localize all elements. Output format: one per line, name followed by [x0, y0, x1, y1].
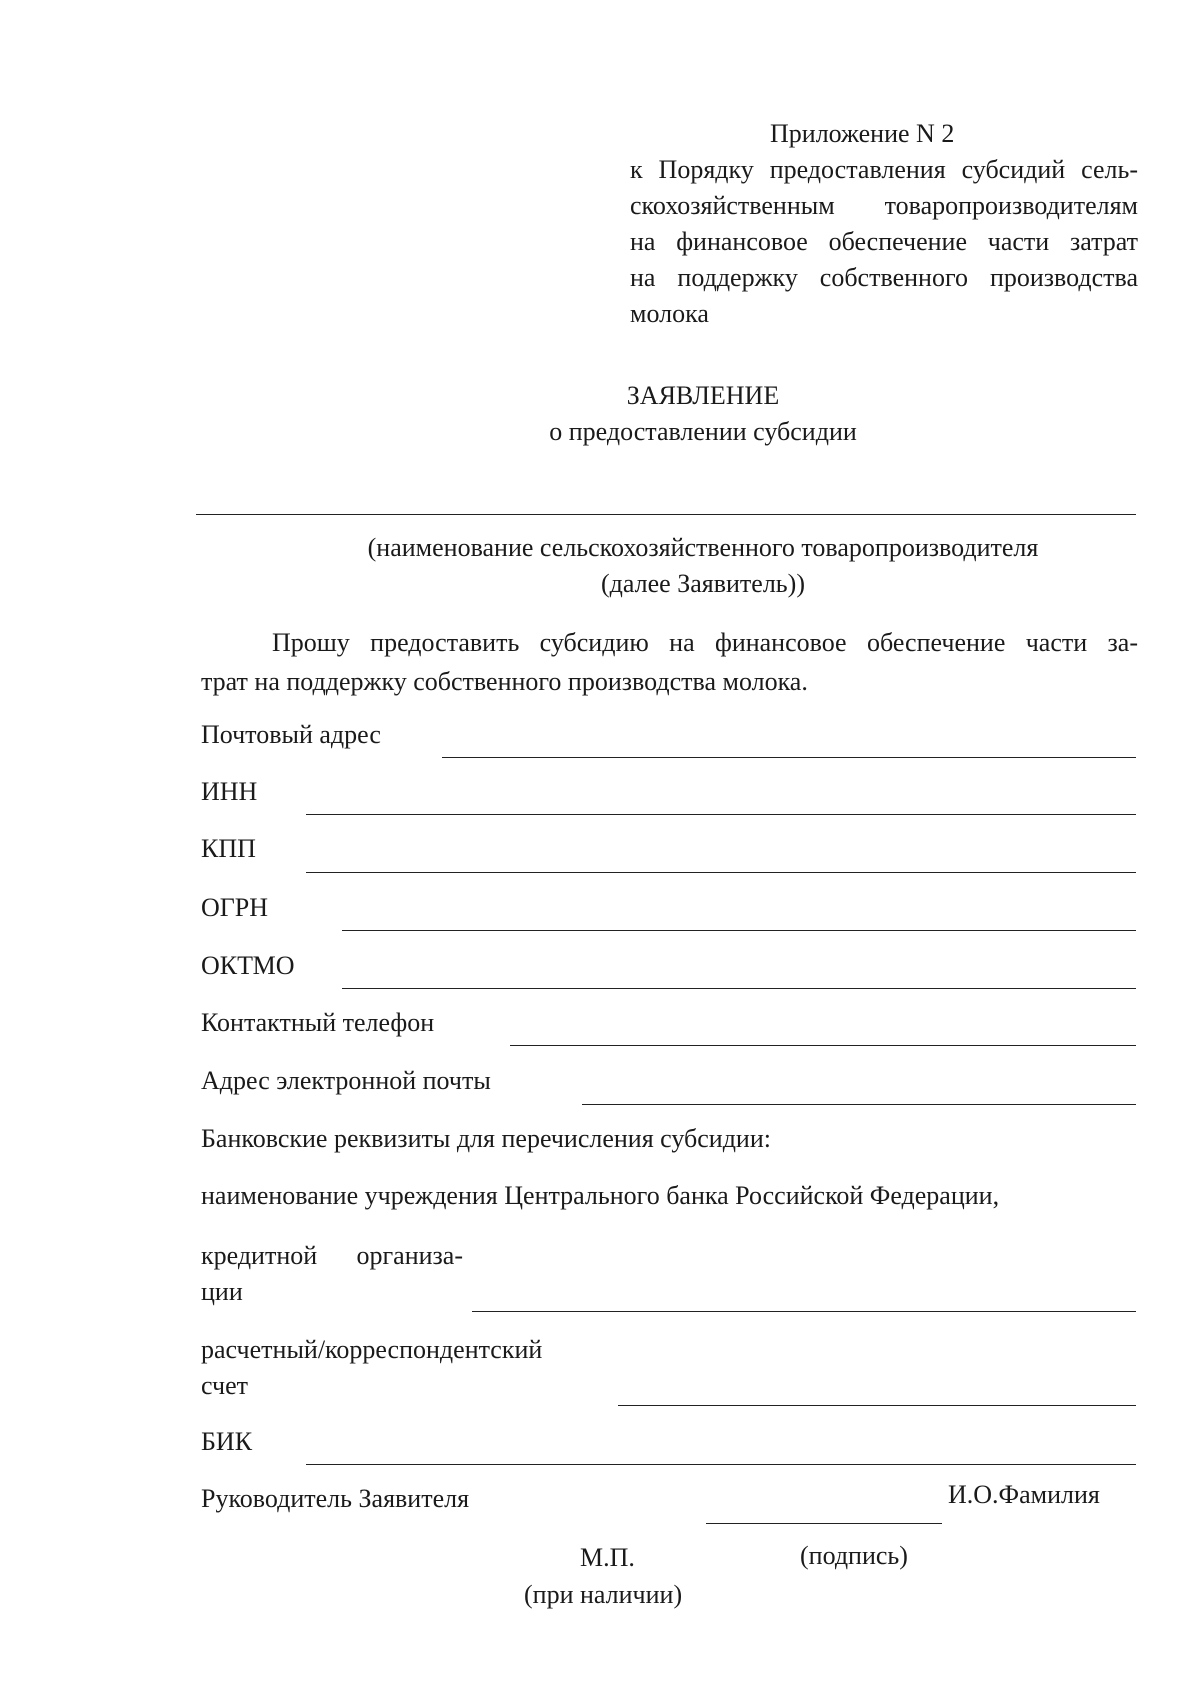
account-label: расчетный/корреспондентский — [201, 1335, 543, 1364]
oktmo-label: ОКТМО — [201, 951, 295, 980]
phone-field[interactable] — [510, 1045, 1136, 1046]
stamp-note: (при наличии) — [524, 1580, 683, 1609]
ogrn-field[interactable] — [342, 930, 1136, 931]
credit-org-field[interactable] — [472, 1311, 1136, 1312]
appendix-line: скохозяйственным товаропроизводителям — [630, 191, 1138, 220]
applicant-name-line[interactable] — [196, 514, 1136, 515]
postal-address-field[interactable] — [442, 757, 1136, 758]
bank-details-heading: Банковские реквизиты для перечисления субсидии: — [201, 1124, 771, 1153]
appendix-title: Приложение N 2 — [770, 119, 955, 148]
request-text-cont: трат на поддержку собственного производства молока. — [201, 667, 808, 696]
kpp-label: КПП — [201, 834, 256, 863]
applicant-caption-note: (далее Заявитель)) — [601, 569, 805, 598]
applicant-caption: (наименование сельскохозяйственного товаропроизводителя — [367, 533, 1039, 562]
inn-field[interactable] — [306, 814, 1136, 815]
credit-org-label-line: кредитной организа- — [201, 1241, 463, 1270]
oktmo-field[interactable] — [342, 988, 1136, 989]
bik-label: БИК — [201, 1427, 253, 1456]
head-name: И.О.Фамилия — [948, 1480, 1100, 1509]
phone-label: Контактный телефон — [201, 1008, 435, 1037]
stamp-label: М.П. — [580, 1543, 635, 1572]
request-text: Прошу предоставить субсидию на финансовое обеспечение части за- — [272, 628, 1138, 657]
appendix-line: молока — [630, 299, 709, 328]
kpp-field[interactable] — [306, 872, 1136, 873]
ogrn-label: ОГРН — [201, 893, 269, 922]
credit-org-label — [201, 1238, 463, 1310]
inn-label: ИНН — [201, 777, 258, 806]
account-field[interactable] — [618, 1405, 1136, 1406]
account-label-cont: счет — [201, 1371, 248, 1400]
cb-name-label: наименование учреждения Центрального банка Российской Федерации, — [201, 1181, 1000, 1210]
signature-caption: (подпись) — [800, 1541, 908, 1570]
email-field[interactable] — [582, 1104, 1136, 1105]
appendix-line: на финансовое обеспечение части затрат — [630, 227, 1138, 256]
appendix-reference — [630, 152, 1138, 332]
document-subtitle: о предоставлении субсидии — [549, 417, 857, 446]
email-label: Адрес электронной почты — [201, 1066, 491, 1095]
credit-org-label-line: ции — [201, 1277, 243, 1306]
head-of-applicant-label: Руководитель Заявителя — [201, 1484, 470, 1513]
appendix-line: к Порядку предоставления субсидий сель- — [630, 155, 1138, 184]
appendix-line: на поддержку собственного производства — [630, 263, 1138, 292]
signature-field[interactable] — [706, 1523, 942, 1524]
bik-field[interactable] — [306, 1464, 1136, 1465]
document-title: ЗАЯВЛЕНИЕ — [626, 381, 780, 410]
postal-address-label: Почтовый адрес — [201, 720, 381, 749]
